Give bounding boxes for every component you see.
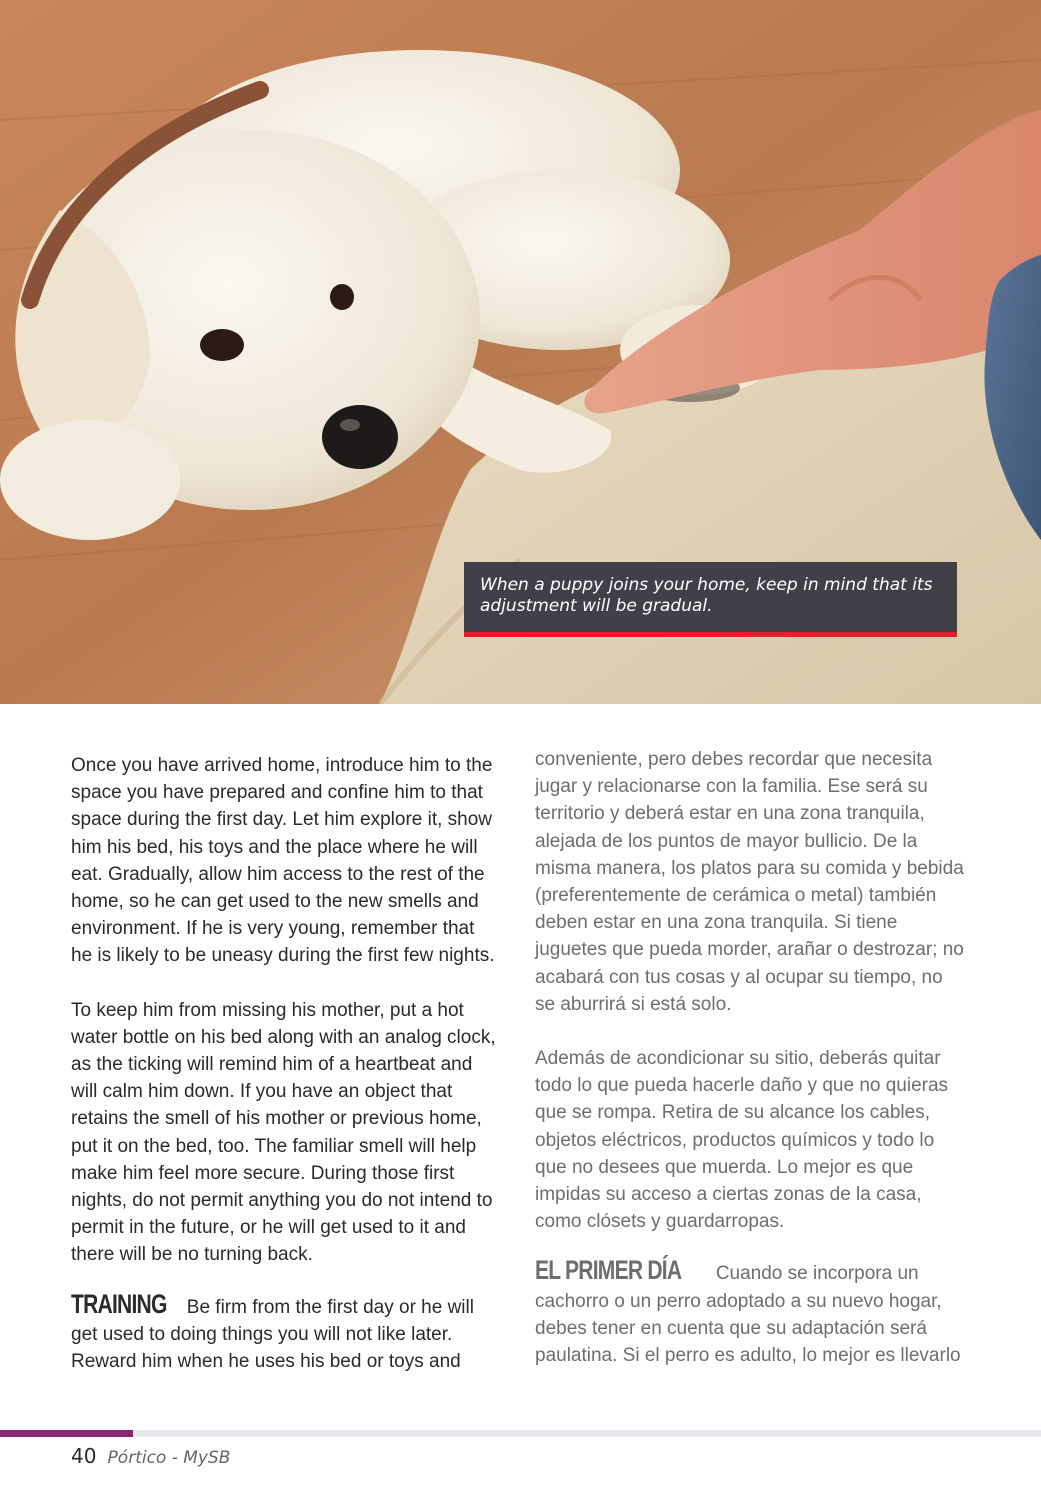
paragraph: Once you have arrived home, introduce him to the space you have prepared and confine him to that space during the first day. Let him explore it, show him his bed, his toys and the place where he will eat. Gradually, allow him access to the rest of the home, so he can get used to the new smells and environment. If he is very young, remember that he is likely to be uneasy during the first few nights. — [71, 755, 495, 967]
hero-photo — [0, 0, 1041, 704]
photo-caption — [464, 562, 957, 637]
publication-name: Pórtico - MySB — [107, 1448, 231, 1468]
primer-dia-paragraph — [535, 1257, 965, 1369]
paragraph: To keep him from missing his mother, put a hot water bottle on his bed along with an analog clock, as the ticking will remind him of a heartbeat and will calm him down. If you have an object that retains the smell of his mother or previous home, put it on the bed, too. The familiar smell will help make him feel more secure. During those first nights, do not permit anything you do not intend to permit in the future, or he will get used to it and there will be no turning back. — [71, 999, 496, 1266]
page-footer — [71, 1444, 230, 1474]
training-text: Be firm from the first day or he will get used to doing things you will not like later. Reward him when he uses his bed or toys and — [71, 1296, 474, 1373]
right-column — [535, 746, 965, 1369]
primer-dia-heading: EL PRIMER DÍA — [535, 1255, 682, 1286]
training-heading: TRAINING — [71, 1288, 167, 1319]
paragraph: conveniente, pero debes recordar que necesita jugar y relacionarse con la familia. Ese será su territorio y deberá estar en una zona tranquila, alejada de los puntos de mayor bullicio. De la misma manera, los platos para su comida y bebida (preferentemente de cerámica o metal) también deben estar en una zona tranquila. Si tiene juguetes que pueda morder, arañar o destrozar; no acabará con tus cosas y al ocupar su tiempo, no se aburrirá si está solo. — [535, 749, 964, 1015]
page-number: 40 — [71, 1444, 97, 1468]
left-column — [71, 752, 499, 1375]
caption-text: When a puppy joins your home, keep in mind that its adjustment will be gradual. — [480, 575, 933, 616]
footer-accent-bar — [0, 1430, 133, 1437]
training-paragraph — [71, 1288, 499, 1376]
footer-divider — [0, 1430, 1041, 1437]
paragraph: Además de acondicionar su sitio, deberás quitar todo lo que pueda hacerle daño y que no quieras que se rompa. Retira de su alcance los cables, objetos eléctricos, productos químicos y todo lo que no desees que muerda. Lo mejor es que impidas su acceso a ciertas zonas de la casa, como clósets y guardarropas. — [535, 1048, 949, 1233]
primer-dia-text: Cuando se incorpora un cachorro o un perro adoptado a su nuevo hogar, debes tener en cuenta que su adaptación será paulatina. Si el perro es adulto, lo mejor es llevarlo — [535, 1263, 961, 1367]
